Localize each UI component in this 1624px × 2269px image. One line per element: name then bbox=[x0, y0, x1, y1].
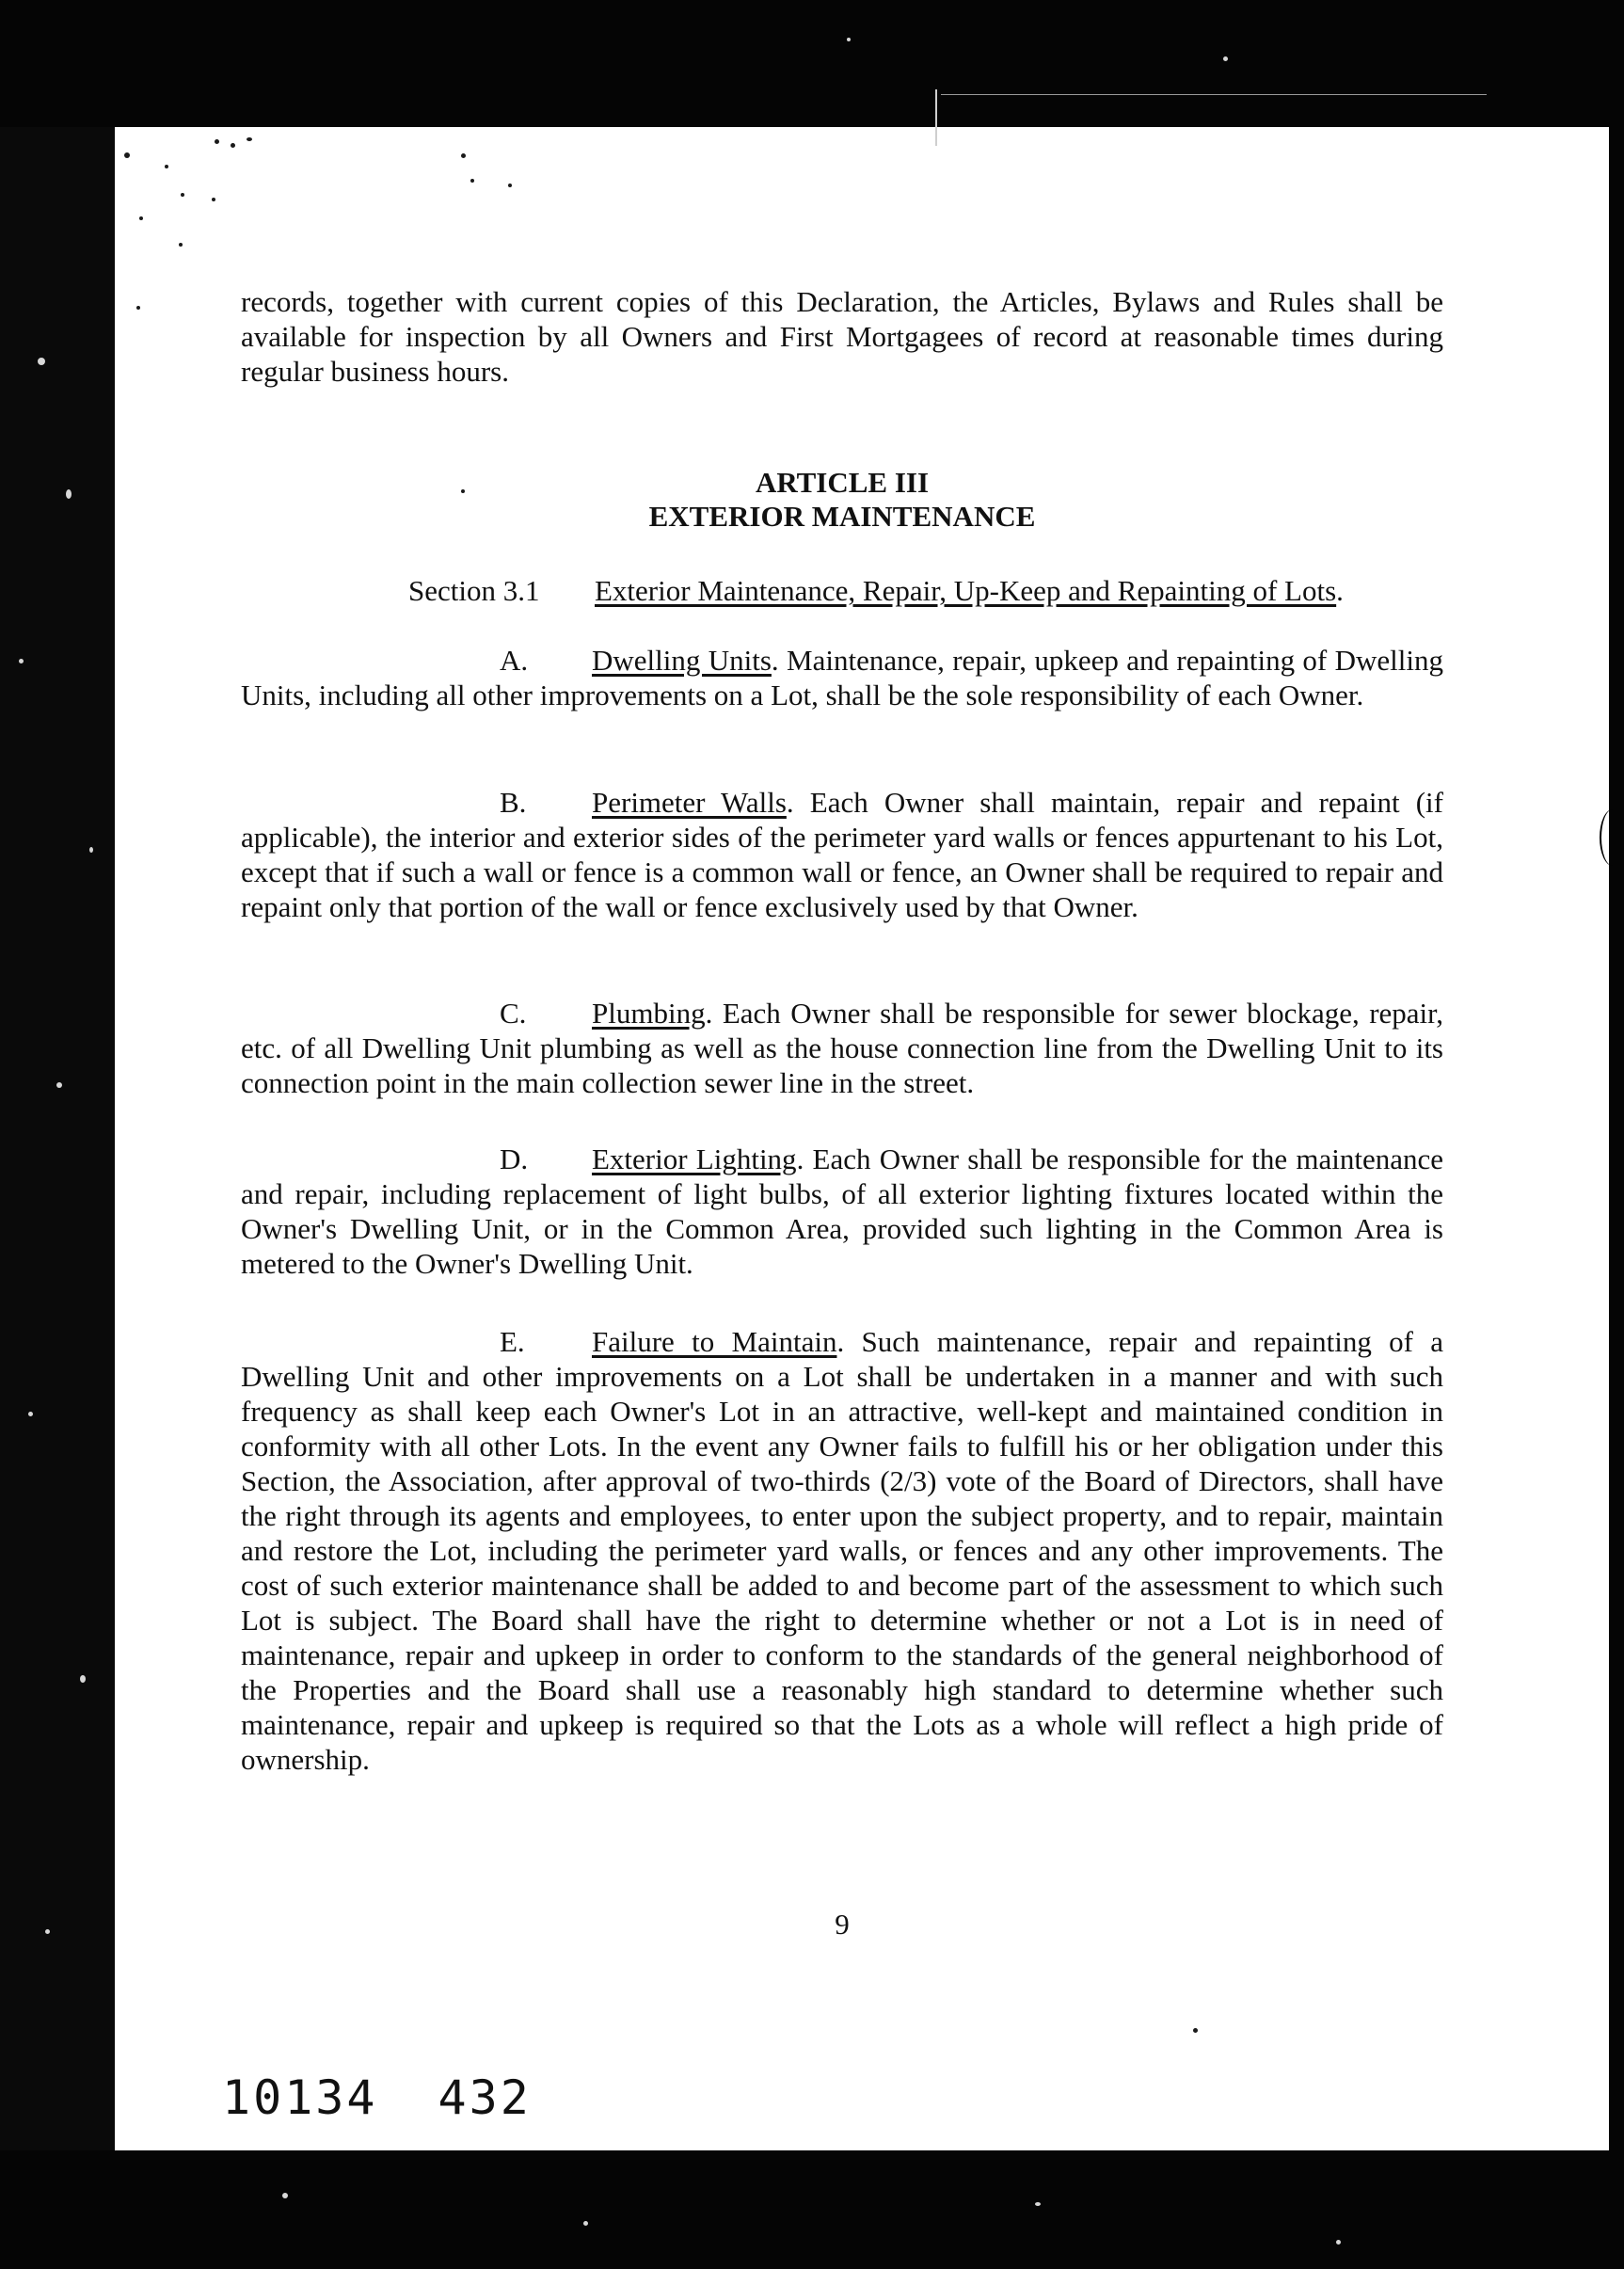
paragraph-body: . Each Owner shall be responsible for the maintenance and repair, including replacement of light bulbs, of all exterior lighting fixtures located within the Owner's Dwelling Unit, or in the Common Area, provided such lighting in the Common Area is metered to the Owner's Dwelling Unit. bbox=[241, 1142, 1444, 1280]
scan-speck bbox=[247, 137, 252, 141]
scan-speck bbox=[139, 216, 143, 220]
scan-speck bbox=[19, 659, 24, 663]
article-title: EXTERIOR MAINTENANCE bbox=[648, 500, 1036, 533]
scan-speck bbox=[181, 193, 184, 197]
page-number: 9 bbox=[835, 1908, 850, 1941]
scan-speck bbox=[215, 139, 219, 144]
paragraph-heading: Perimeter Walls bbox=[592, 786, 787, 819]
paragraph-label: A. bbox=[500, 644, 529, 677]
paragraph-label: E. bbox=[500, 1325, 525, 1358]
scan-speck bbox=[124, 152, 130, 158]
section-number: Section 3.1 bbox=[408, 574, 540, 607]
intro-paragraph bbox=[241, 284, 1443, 389]
scan-speck bbox=[461, 153, 466, 158]
paragraph-label: B. bbox=[500, 786, 527, 819]
paragraph-label: C. bbox=[500, 997, 527, 1030]
paragraph-body: . Each Owner shall maintain, repair and repaint (if applicable), the interior and exterior sides of the perimeter yard walls or fences appurtenant to his Lot, except that if such a wall or fence is a common wall or fence, an Owner shall be required to repair and repaint only that portion of the wall or fence exclusively used by that Owner. bbox=[241, 786, 1443, 923]
paragraph-heading: Plumbing bbox=[592, 997, 706, 1030]
scan-speck bbox=[28, 1412, 33, 1416]
paragraph-heading: Exterior Lighting bbox=[592, 1142, 797, 1175]
scan-speck bbox=[80, 1675, 86, 1683]
recording-stamp bbox=[222, 2070, 532, 2125]
article-heading bbox=[241, 466, 1443, 534]
scan-speck bbox=[56, 1082, 62, 1088]
crop-mark bbox=[935, 89, 937, 146]
paragraph-c bbox=[241, 996, 1443, 1100]
scan-speck bbox=[89, 847, 93, 853]
scan-speck bbox=[1223, 56, 1228, 61]
scan-speck bbox=[282, 2193, 288, 2198]
scan-speck bbox=[38, 358, 45, 365]
paragraph-body: . Maintenance, repair, upkeep and repainting of Dwelling Units, including all other improvements on a Lot, shall be the sole responsibility of each Owner. bbox=[241, 644, 1443, 711]
scan-speck bbox=[66, 489, 72, 499]
paragraph-label: D. bbox=[500, 1142, 529, 1175]
paper-sheet bbox=[115, 127, 1609, 2150]
intro-paragraph-text: records, together with current copies of this Declaration, the Articles, Bylaws and Rules shall be available for inspection by all Owners and First Mortgagees of record at reasonable times during regular business hours. bbox=[241, 285, 1443, 388]
stamp-page-number: 432 bbox=[438, 2070, 532, 2125]
paragraph-body: . Such maintenance, repair and repainting of a Dwelling Unit and other improvements on a Lot shall be undertaken in a manner and with such frequency as shall keep each Owner's Lot in an attractive, well-kept and maintained condition in conformity with all other Lots. In the event any Owner fails to fulfill his or her obligation under this Section, the Association, after approval of two-thirds (2/3) vote of the Board of Directors, shall have the right through its agents and employees, to enter upon the subject property, and to repair, maintain and restore the Lot, including the perimeter yard walls, or fences and any other improvements. The cost of such exterior maintenance shall be added to and become part of the assessment to which such Lot is subject. The Board shall have the right to determine whether or not a Lot is in need of maintenance, repair and upkeep in order to conform to the standards of the general neighborhood of the Properties and the Board shall use a reasonably high standard to determine whether such maintenance, repair and upkeep is required so that the Lots as a whole will reflect a high pride of ownership. bbox=[241, 1325, 1444, 1776]
scan-speck bbox=[165, 165, 168, 168]
scan-speck bbox=[1193, 2028, 1198, 2033]
scan-speck bbox=[45, 1929, 50, 1934]
section-heading bbox=[408, 574, 1344, 608]
paragraph-heading: Dwelling Units bbox=[592, 644, 772, 677]
scan-speck bbox=[1336, 2240, 1341, 2245]
crop-mark-line bbox=[941, 94, 1487, 95]
scan-speck bbox=[136, 306, 140, 310]
scan-speck bbox=[179, 243, 183, 247]
article-number: ARTICLE III bbox=[755, 466, 930, 499]
scan-left-edge bbox=[0, 127, 115, 2150]
scan-speck bbox=[470, 179, 474, 183]
stamp-book-number: 10134 bbox=[222, 2070, 378, 2125]
paragraph-e bbox=[241, 1324, 1443, 1777]
paragraph-b bbox=[241, 785, 1443, 924]
edge-mark bbox=[1600, 809, 1624, 866]
scan-speck bbox=[583, 2221, 588, 2226]
section-title: Exterior Maintenance, Repair, Up-Keep and Repainting of Lots bbox=[595, 574, 1337, 607]
paragraph-d bbox=[241, 1142, 1443, 1281]
scan-speck bbox=[231, 143, 235, 148]
paragraph-a bbox=[241, 643, 1443, 712]
paragraph-body: . Each Owner shall be responsible for sewer blockage, repair, etc. of all Dwelling Unit plumbing as well as the house connection line from the Dwelling Unit to its connection point in the main collection sewer line in the street. bbox=[241, 997, 1443, 1099]
scan-speck bbox=[212, 198, 215, 201]
scan-speck bbox=[508, 184, 512, 187]
paragraph-heading: Failure to Maintain bbox=[592, 1325, 837, 1358]
scan-speck bbox=[847, 38, 851, 41]
section-title-period: . bbox=[1336, 574, 1344, 607]
scan-speck bbox=[1035, 2202, 1041, 2206]
